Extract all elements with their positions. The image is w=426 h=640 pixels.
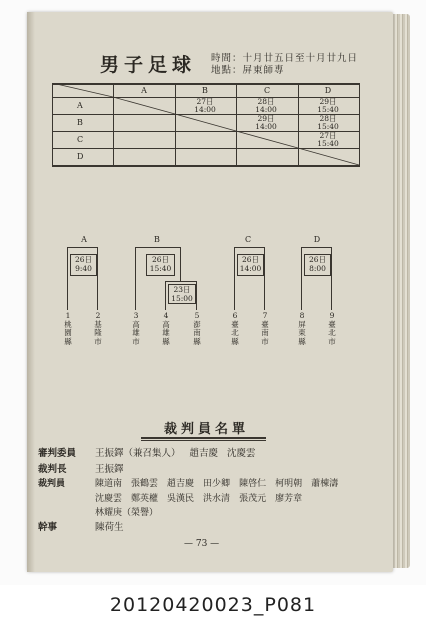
table-cell-c-d: 27日 15:40	[317, 131, 339, 148]
referee-heading: 裁判員名單	[164, 422, 250, 437]
page-title: 男子足球	[100, 54, 197, 76]
referee-row: 裁判員 陳道南 張鶴雲 趙吉慶 田少卿 陳啓仁 柯明朝 蕭棟濤	[38, 479, 339, 489]
match-box-b1: 26日 15:40	[146, 254, 175, 276]
row-header-c: C	[77, 135, 84, 144]
group-label-c: C	[244, 235, 252, 244]
team-5: 5 澎南縣	[193, 311, 201, 346]
referee-row: 裁判長 王振鐸	[38, 464, 124, 475]
page-number: — 73 —	[184, 539, 220, 549]
table-cell-a-c: 28日 14:00	[255, 97, 277, 114]
team-8: 8 屏東縣	[298, 311, 306, 346]
team-6: 6 臺北縣	[231, 311, 239, 346]
row-header-a: A	[77, 101, 83, 110]
referee-row: 審判委員 王振鐸（兼召集人） 趙吉慶 沈慶雲	[38, 448, 256, 459]
table-cell-a-d: 29日 15:40	[317, 97, 339, 114]
team-1: 1 桃園縣	[64, 311, 72, 346]
match-box-b2: 23日 15:00	[168, 284, 196, 304]
schedule-time: 時間：十月廿五日至十月廿九日	[211, 53, 359, 64]
table-cell-a-b: 27日 14:00	[194, 97, 216, 114]
match-box-c: 26日 14:00	[237, 254, 264, 276]
table-cell-b-d: 28日 15:40	[317, 114, 339, 131]
referee-row: 林耀庚（榮譽）	[95, 508, 159, 518]
heading-underline	[141, 437, 266, 439]
schedule-venue: 地點：屏東師專	[211, 65, 285, 76]
row-header-b: B	[77, 118, 83, 127]
team-7: 7 臺南市	[261, 311, 269, 346]
row-header-d: D	[77, 152, 84, 161]
col-header-d: D	[324, 86, 332, 95]
team-2: 2 基隆市	[94, 311, 102, 346]
group-label-d: D	[313, 235, 321, 244]
team-9: 9 臺北市	[328, 311, 336, 346]
col-header-b: B	[202, 86, 208, 95]
col-header-c: C	[263, 86, 271, 95]
match-box-d: 26日 8:00	[304, 254, 331, 276]
match-box-a: 26日 9:40	[70, 254, 97, 276]
group-label-b: B	[154, 235, 160, 244]
referee-row: 幹事 陳荷生	[38, 522, 124, 533]
team-4: 4 高雄縣	[162, 311, 170, 346]
page-gutter	[27, 12, 35, 572]
group-label-a: A	[81, 235, 87, 244]
table-cell-b-c: 29日 14:00	[255, 114, 277, 131]
image-caption: 20120420023_P081	[109, 594, 317, 616]
referee-row: 沈慶雲 鄭英權 吳漢民 洪水清 張茂元 廖芳章	[95, 494, 303, 504]
col-header-a: A	[141, 86, 147, 95]
team-3: 3 高雄市	[132, 311, 140, 346]
